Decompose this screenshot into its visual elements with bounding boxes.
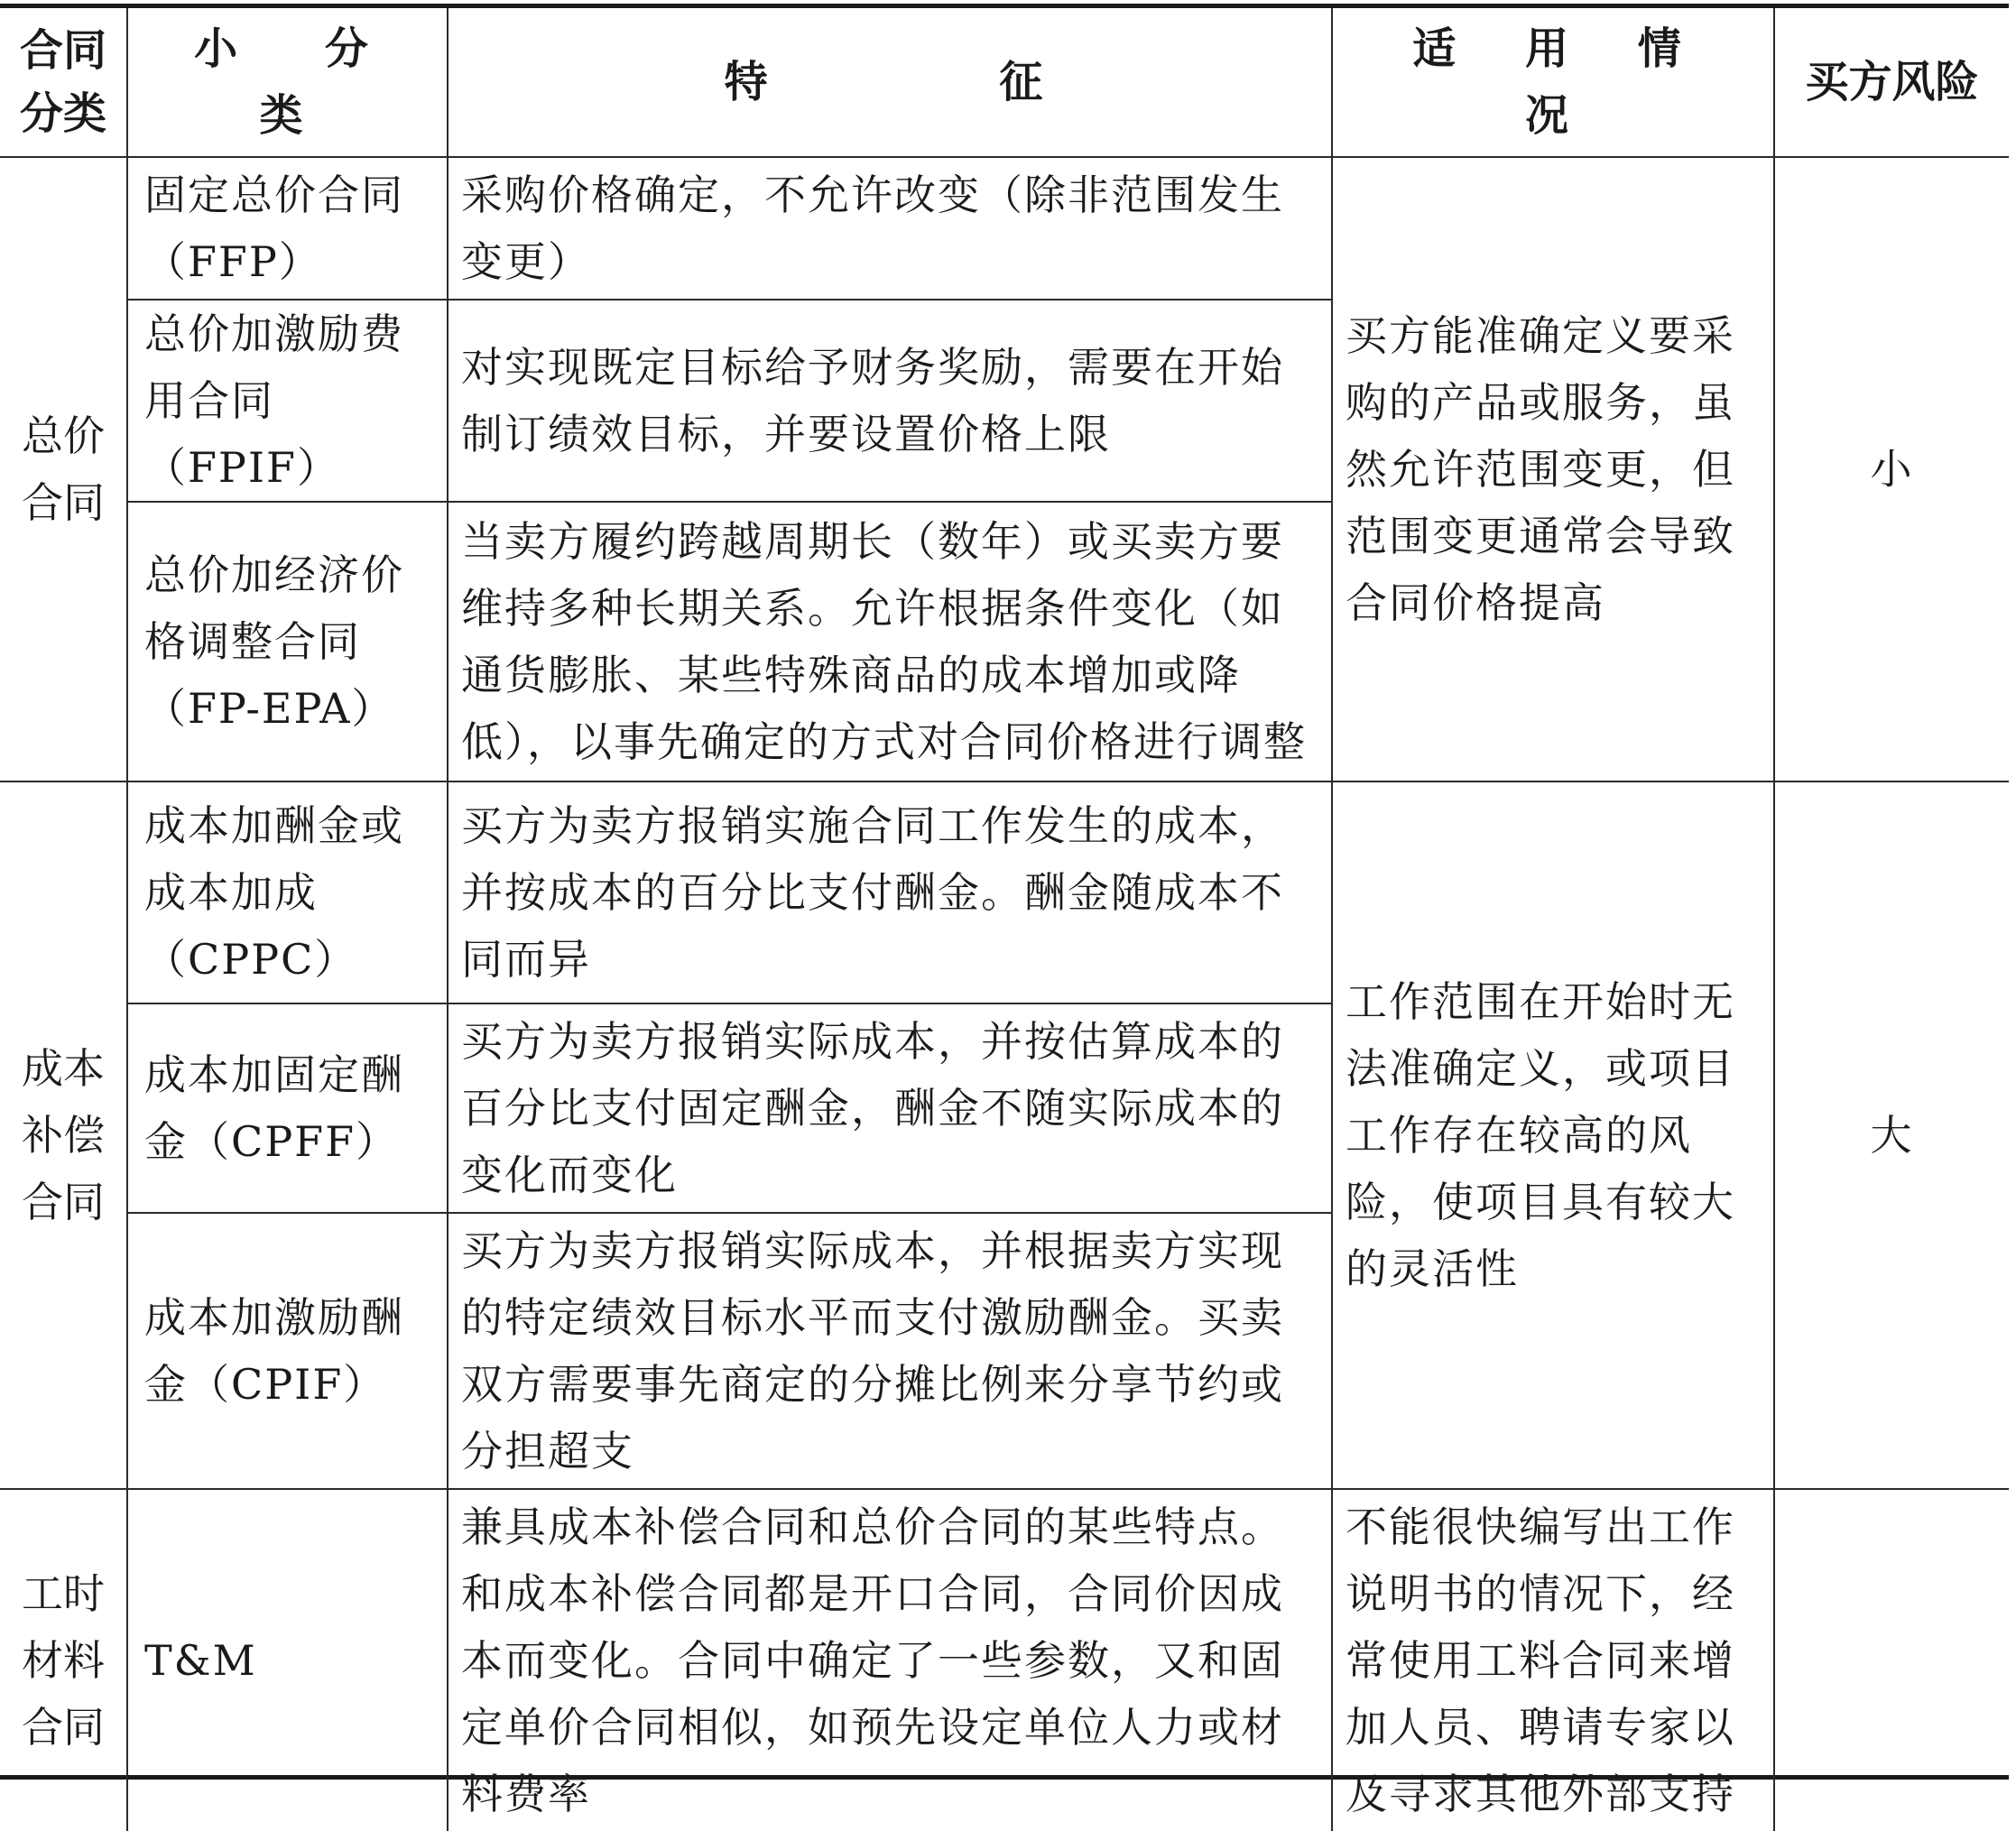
header-row (0, 8, 2009, 157)
subcategory-cell: 固定总价合同（FFP） (127, 157, 448, 300)
applicability-cell: 不能很快编写出工作说明书的情况下，经常使用工料合同来增加人员、聘请专家以及寻求其他外部支持 (1332, 1489, 1774, 1831)
header-features: 特 征 (448, 8, 1332, 157)
features-cell: 当卖方履约跨越周期长（数年）或买卖方要维持多种长期关系。允许根据条件变化（如通货膨胀、某些特殊商品的成本增加或降低），以事先确定的方式对合同价格进行调整 (448, 502, 1332, 781)
subcategory-cell: 成本加酬金或成本加成（CPPC） (127, 781, 448, 1003)
subcategory-cell: 总价加激励费用合同（FPIF） (127, 300, 448, 502)
category-cell: 总价合同 (0, 157, 127, 781)
header-subcategory: 小 分 类 (127, 8, 448, 157)
header-buyer-risk: 买方风险 (1774, 8, 2009, 157)
contract-types-table (0, 8, 2009, 1831)
subcategory-cell: T&M (127, 1489, 448, 1831)
applicability-cell: 买方能准确定义要采购的产品或服务，虽然允许范围变更，但范围变更通常会导致合同价格提高 (1332, 157, 1774, 781)
table-row (0, 157, 2009, 300)
contract-table-frame (0, 4, 2009, 1818)
risk-cell (1774, 1489, 2009, 1831)
subcategory-cell: 成本加固定酬金（CPFF） (127, 1003, 448, 1213)
subcategory-cell: 成本加激励酬金（CPIF） (127, 1213, 448, 1489)
applicability-cell: 工作范围在开始时无法准确定义，或项目工作存在较高的风险，使项目具有较大的灵活性 (1332, 781, 1774, 1489)
table-row (0, 781, 2009, 1003)
features-cell: 对实现既定目标给予财务奖励，需要在开始制订绩效目标，并要设置价格上限 (448, 300, 1332, 502)
table-row (0, 1489, 2009, 1831)
features-cell: 采购价格确定，不允许改变（除非范围发生变更） (448, 157, 1332, 300)
subcategory-cell: 总价加经济价格调整合同（FP-EPA） (127, 502, 448, 781)
category-cell: 工时材料合同 (0, 1489, 127, 1831)
features-cell: 兼具成本补偿合同和总价合同的某些特点。和成本补偿合同都是开口合同，合同价因成本而变化。合同中确定了一些参数，又和固定单价合同相似，如预先设定单位人力或材料费率 (448, 1489, 1332, 1831)
risk-cell: 小 (1774, 157, 2009, 781)
features-cell: 买方为卖方报销实施合同工作发生的成本，并按成本的百分比支付酬金。酬金随成本不同而异 (448, 781, 1332, 1003)
features-cell: 买方为卖方报销实际成本，并按估算成本的百分比支付固定酬金，酬金不随实际成本的变化而变化 (448, 1003, 1332, 1213)
features-cell: 买方为卖方报销实际成本，并根据卖方实现的特定绩效目标水平而支付激励酬金。买卖双方需要事先商定的分摊比例来分享节约或分担超支 (448, 1213, 1332, 1489)
risk-cell: 大 (1774, 781, 2009, 1489)
category-cell: 成本补偿合同 (0, 781, 127, 1489)
header-category: 合同分类 (0, 8, 127, 157)
header-applicability: 适 用 情 况 (1332, 8, 1774, 157)
